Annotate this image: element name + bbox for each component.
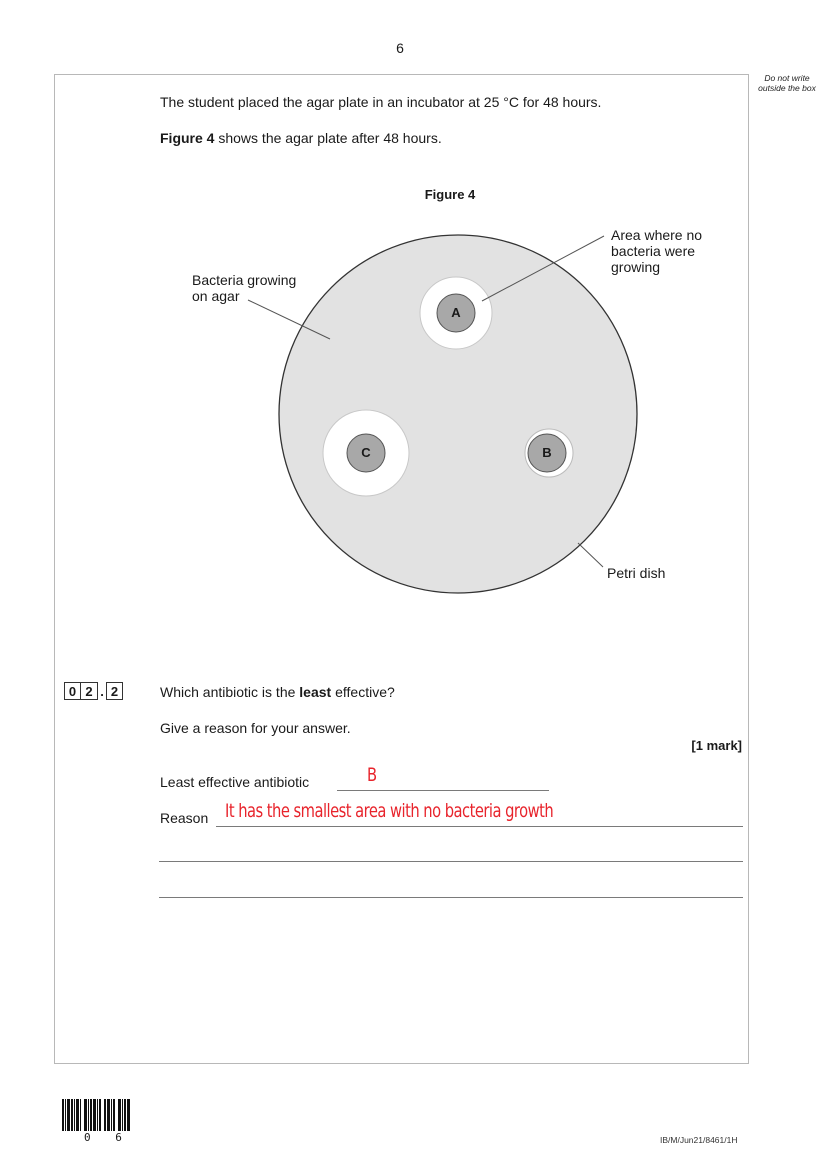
answer-line (337, 790, 549, 791)
disc-label-b: B (542, 445, 552, 460)
page-number: 6 (396, 40, 404, 56)
question-prompt-post: effective? (331, 684, 395, 700)
footer-reference-code: IB/M/Jun21/8461/1H (660, 1135, 738, 1145)
answer-label: Least effective antibiotic (160, 774, 310, 790)
barcode-digits: 0 6 (84, 1131, 131, 1144)
label-clear-area-line-1: Area where no (611, 227, 703, 243)
label-bacteria-line-1: Bacteria growing (192, 272, 297, 288)
question-number-box-2: 2 (81, 682, 98, 700)
label-clear-area-line-2: bacteria were (611, 243, 696, 259)
label-petri-dish: Petri dish (607, 565, 666, 581)
reason-label: Reason (160, 810, 209, 826)
label-clear-area (611, 227, 702, 275)
answer-value[interactable]: B (367, 764, 377, 786)
label-bacteria-line-2: on agar (192, 288, 240, 304)
reason-value[interactable]: It has the smallest area with no bacteria growth (225, 800, 554, 822)
reason-line-3[interactable] (159, 897, 743, 898)
marks-indicator: [1 mark] (691, 738, 742, 753)
reason-line-2[interactable] (159, 861, 743, 862)
disc-label-c: C (361, 445, 371, 460)
question-number-box-3: 2 (106, 682, 123, 700)
barcode (62, 1099, 131, 1131)
question-number-box-1: 0 (64, 682, 81, 700)
reason-line-1 (216, 826, 743, 827)
question-number-separator: . (100, 683, 104, 699)
margin-note: Do not write outside the box (758, 73, 816, 93)
question-prompt (160, 684, 395, 700)
question-instruction: Give a reason for your answer. (160, 720, 351, 736)
question-number (64, 682, 123, 700)
leader-petri-dish (578, 543, 603, 567)
intro-line-2-text: shows the agar plate after 48 hours. (214, 130, 442, 146)
question-prompt-bold: least (299, 684, 332, 700)
disc-label-a: A (451, 305, 461, 320)
question-prompt-pre: Which antibiotic is the (160, 684, 300, 700)
figure-title: Figure 4 (424, 187, 476, 202)
label-bacteria (192, 272, 296, 304)
figure-ref: Figure 4 (160, 130, 215, 146)
label-clear-area-line-3: growing (611, 259, 661, 275)
intro-line-1: The student placed the agar plate in an incubator at 25 °C for 48 hours. (160, 94, 602, 110)
